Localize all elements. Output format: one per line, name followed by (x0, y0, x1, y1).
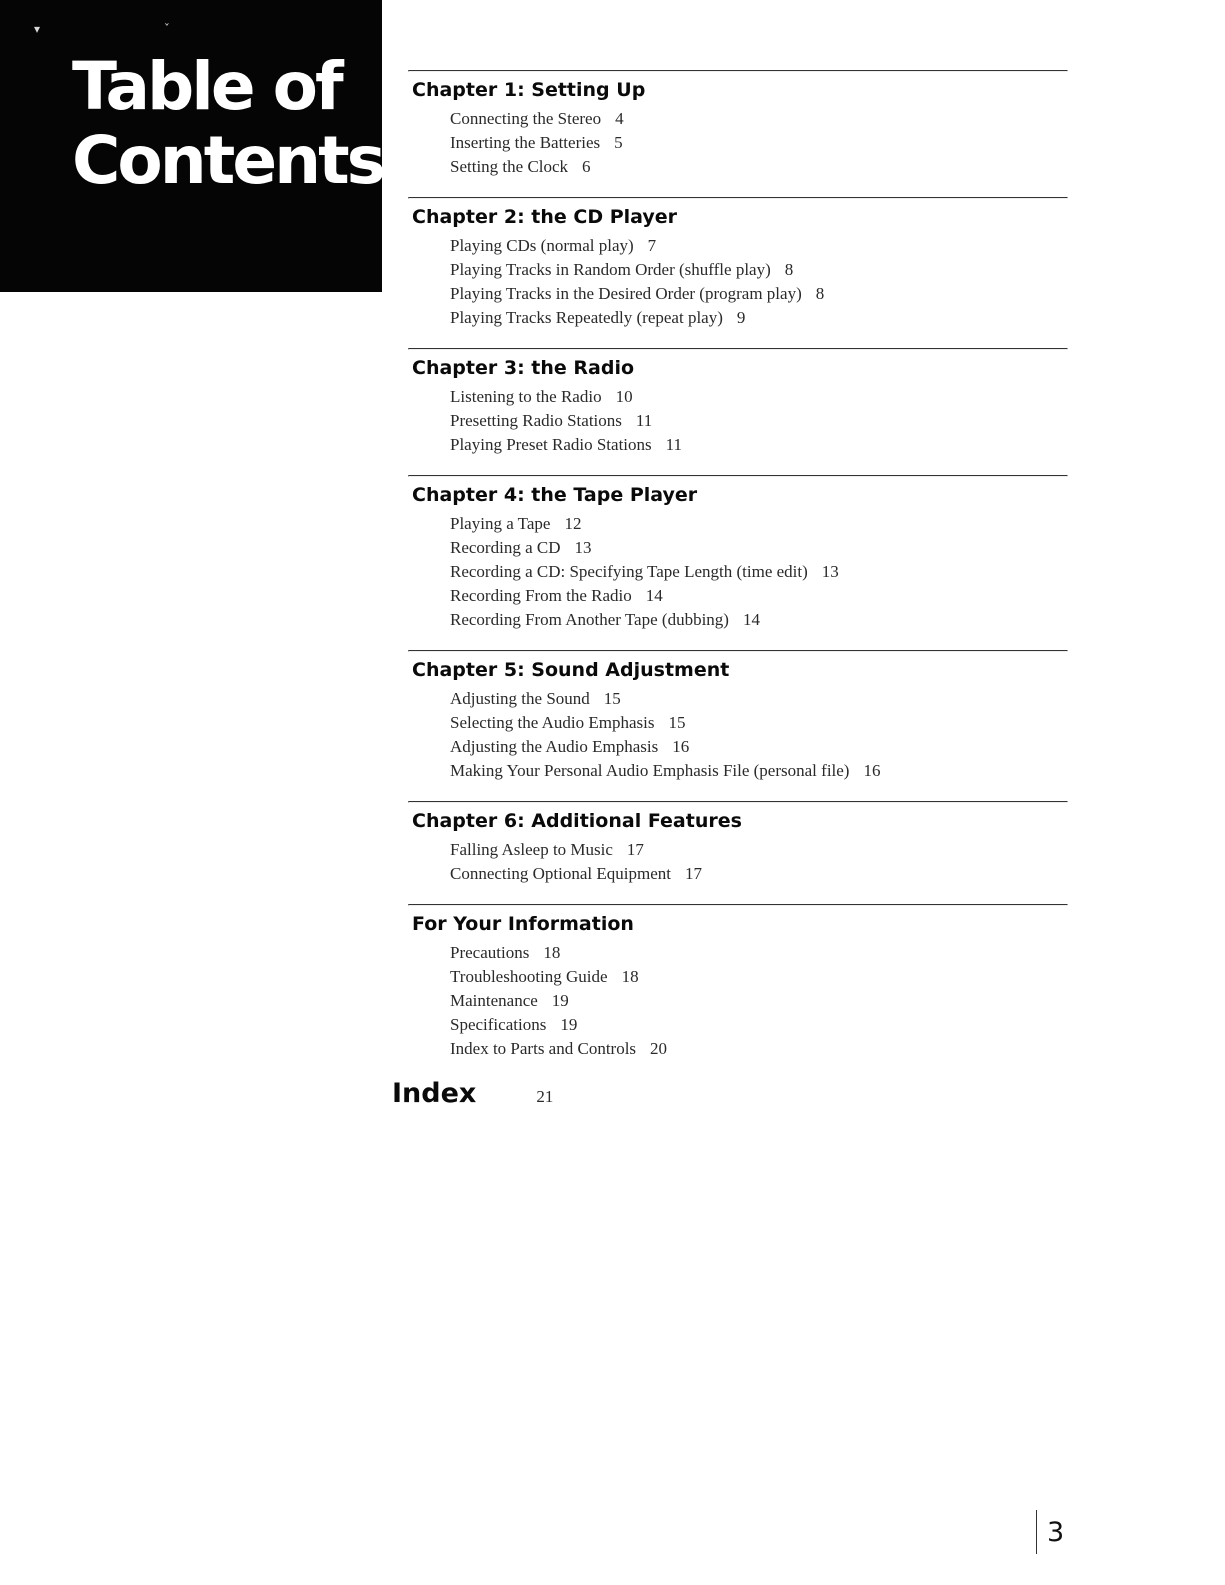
toc-entry-page: 6 (582, 157, 591, 176)
toc-entry[interactable] (450, 306, 1068, 330)
toc-entry[interactable] (450, 107, 1068, 131)
toc-entry-title: Troubleshooting Guide (450, 967, 608, 986)
toc-entry[interactable] (450, 131, 1068, 155)
toc-entry-page: 17 (626, 840, 644, 859)
toc-section (408, 801, 1068, 886)
page-title-line-2: Contents (72, 122, 383, 199)
toc-entry-title: Recording From the Radio (450, 586, 632, 605)
toc-entry-title: Connecting Optional Equipment (450, 864, 671, 883)
section-divider (408, 475, 1068, 477)
page-number: 3 (1047, 1516, 1065, 1548)
toc-entry[interactable] (450, 1037, 1068, 1061)
toc-entry-page: 14 (645, 586, 663, 605)
toc-entry-title: Specifications (450, 1015, 547, 1034)
toc-entry-page: 14 (742, 610, 760, 629)
toc-entry-title: Playing Tracks in Random Order (shuffle play) (450, 260, 771, 279)
page-title (72, 50, 383, 198)
toc-section (408, 475, 1068, 632)
section-entries (408, 941, 1068, 1061)
toc-entry-title: Playing CDs (normal play) (450, 236, 634, 255)
toc-entry-title: Playing Preset Radio Stations (450, 435, 652, 454)
section-entries (408, 234, 1068, 330)
page-number-divider (1036, 1510, 1037, 1554)
toc-entry-title: Selecting the Audio Emphasis (450, 713, 655, 732)
toc-entry-page: 10 (615, 387, 633, 406)
toc-entry[interactable] (450, 560, 1068, 584)
toc-entry[interactable] (450, 282, 1068, 306)
section-title[interactable]: Chapter 1: Setting Up (412, 79, 646, 101)
section-entries (408, 512, 1068, 632)
toc-entry[interactable] (450, 735, 1068, 759)
index-label: Index (392, 1078, 477, 1109)
section-divider (408, 348, 1068, 350)
toc-section (408, 904, 1068, 1061)
toc-entry-title: Presetting Radio Stations (450, 411, 622, 430)
toc-entry-page: 12 (564, 514, 582, 533)
toc-entry[interactable] (450, 687, 1068, 711)
section-title[interactable]: For Your Information (412, 913, 634, 935)
toc-entry-title: Recording a CD: Specifying Tape Length (time edit) (450, 562, 808, 581)
toc-entry-page: 9 (736, 308, 746, 327)
toc-entry-title: Index to Parts and Controls (450, 1039, 637, 1058)
section-entries (408, 687, 1068, 783)
toc-entry[interactable] (450, 584, 1068, 608)
toc-entry-page: 19 (551, 991, 569, 1010)
index-page-number: 21 (536, 1087, 554, 1106)
toc-entry-page: 15 (603, 689, 621, 708)
toc-entry[interactable] (450, 433, 1068, 457)
toc-entry[interactable] (450, 385, 1068, 409)
toc-entry[interactable] (450, 759, 1068, 783)
section-divider (408, 197, 1068, 199)
toc-entry-page: 5 (614, 133, 623, 152)
toc-entry[interactable] (450, 234, 1068, 258)
toc-entry[interactable] (450, 862, 1068, 886)
section-title[interactable]: Chapter 2: the CD Player (412, 206, 678, 228)
section-title[interactable]: Chapter 3: the Radio (412, 357, 635, 379)
toc-entry-page: 19 (560, 1015, 578, 1034)
toc-entry-title: Recording From Another Tape (dubbing) (450, 610, 729, 629)
toc-entry-title: Inserting the Batteries (450, 133, 601, 152)
toc-section (408, 197, 1068, 330)
toc-entry-title: Recording a CD (450, 538, 561, 557)
toc-entry-page: 16 (863, 761, 881, 780)
toc-entry-page: 17 (684, 864, 702, 883)
toc-entry[interactable] (450, 838, 1068, 862)
toc-entry-page: 11 (665, 435, 683, 454)
toc-entry[interactable] (450, 258, 1068, 282)
toc-entry-title: Playing a Tape (450, 514, 551, 533)
toc-entry-page: 13 (821, 562, 839, 581)
toc-entry-title: Precautions (450, 943, 530, 962)
toc-entry-title: Connecting the Stereo (450, 109, 602, 128)
toc-entry[interactable] (450, 711, 1068, 735)
toc-entry[interactable] (450, 409, 1068, 433)
page-title-line-1: Table of (72, 48, 341, 125)
toc-entry[interactable] (450, 512, 1068, 536)
toc-entry[interactable] (450, 989, 1068, 1013)
toc-entry-title: Adjusting the Sound (450, 689, 590, 708)
toc-entry-page: 7 (647, 236, 657, 255)
section-divider (408, 904, 1068, 906)
table-of-contents (408, 70, 1068, 1061)
toc-entry-page: 15 (668, 713, 686, 732)
section-title[interactable]: Chapter 6: Additional Features (412, 810, 742, 832)
index-entry[interactable] (392, 1078, 553, 1109)
toc-entry-title: Playing Tracks in the Desired Order (program play) (450, 284, 802, 303)
toc-section (408, 348, 1068, 457)
section-title[interactable]: Chapter 4: the Tape Player (412, 484, 698, 506)
toc-entry[interactable] (450, 536, 1068, 560)
toc-entry[interactable] (450, 608, 1068, 632)
toc-section (408, 650, 1068, 783)
section-divider (408, 650, 1068, 652)
toc-entry[interactable] (450, 1013, 1068, 1037)
toc-entry-title: Playing Tracks Repeatedly (repeat play) (450, 308, 723, 327)
toc-entry-page: 4 (615, 109, 624, 128)
toc-entry-title: Listening to the Radio (450, 387, 602, 406)
toc-entry-page: 13 (574, 538, 592, 557)
toc-entry-page: 8 (815, 284, 825, 303)
section-divider (408, 801, 1068, 803)
toc-entry[interactable] (450, 941, 1068, 965)
toc-entry-title: Falling Asleep to Music (450, 840, 613, 859)
section-title[interactable]: Chapter 5: Sound Adjustment (412, 659, 730, 681)
toc-entry-page: 18 (621, 967, 639, 986)
section-entries (408, 385, 1068, 457)
toc-entry-title: Maintenance (450, 991, 538, 1010)
toc-entry-title: Setting the Clock (450, 157, 569, 176)
section-entries (408, 838, 1068, 886)
toc-entry[interactable] (450, 155, 1068, 179)
toc-entry-page: 18 (543, 943, 561, 962)
toc-entry-title: Making Your Personal Audio Emphasis File (personal file) (450, 761, 850, 780)
toc-entry-page: 16 (672, 737, 690, 756)
toc-entry-page: 8 (784, 260, 794, 279)
title-block (0, 0, 382, 292)
section-entries (408, 107, 1068, 179)
section-divider (408, 70, 1068, 72)
toc-entry-page: 11 (635, 411, 653, 430)
toc-entry-page: 20 (650, 1039, 668, 1058)
corner-marks: ▾ ˇ (34, 22, 230, 36)
page-footer (1036, 1510, 1064, 1554)
toc-entry-title: Adjusting the Audio Emphasis (450, 737, 659, 756)
toc-entry[interactable] (450, 965, 1068, 989)
toc-section (408, 70, 1068, 179)
